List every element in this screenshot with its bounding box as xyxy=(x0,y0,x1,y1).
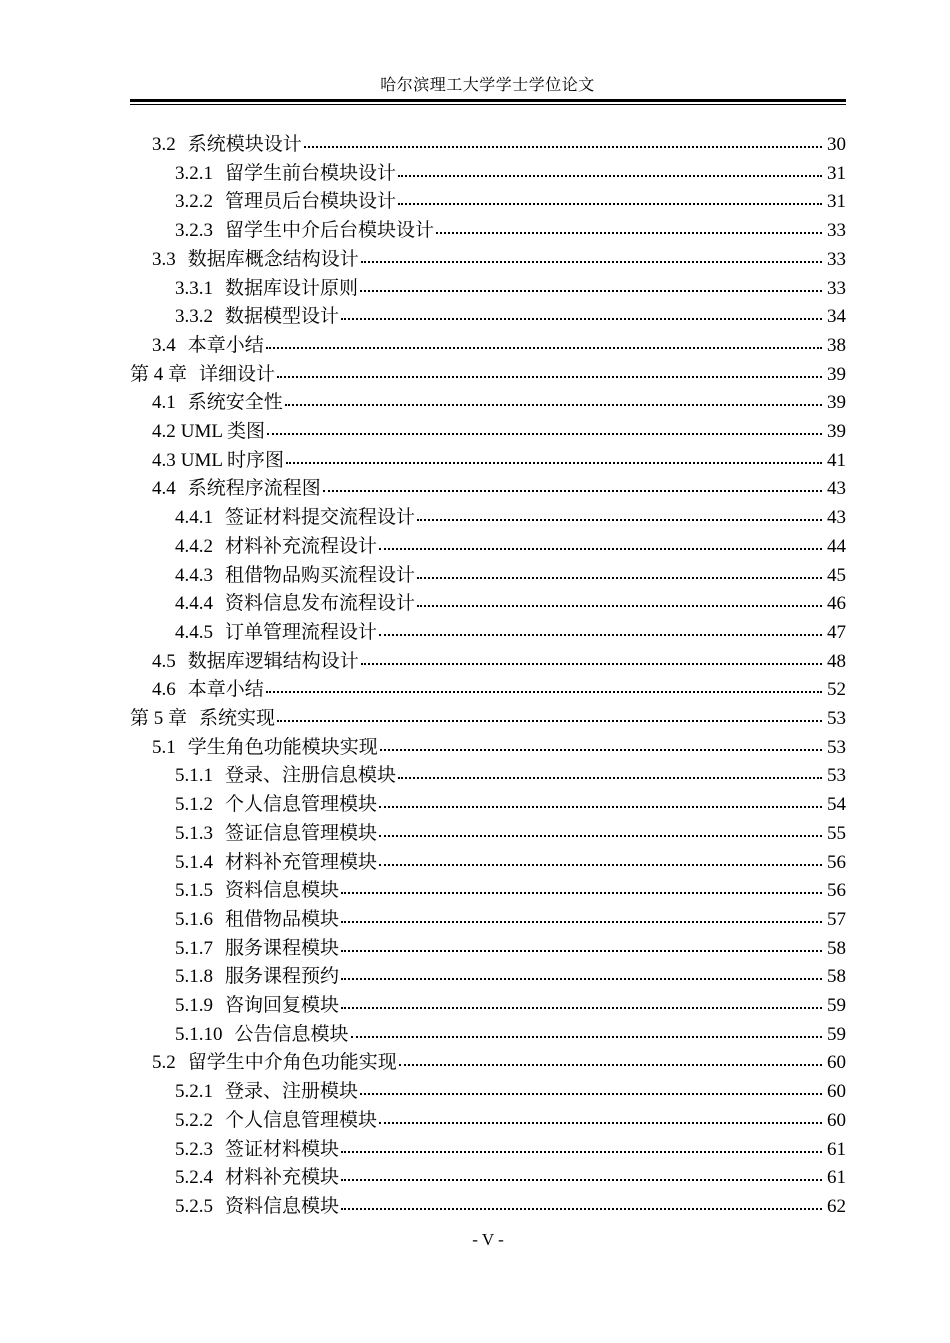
toc-entry-page: 55 xyxy=(827,822,846,844)
toc-entry-page: 52 xyxy=(827,679,846,701)
toc-entry[interactable] xyxy=(175,935,846,963)
toc-dot-leader xyxy=(341,892,822,894)
toc-entry-page: 46 xyxy=(827,593,846,615)
toc-dot-leader xyxy=(379,548,822,550)
toc-entry-number: 5.1.1 xyxy=(175,765,213,787)
toc-entry-page: 58 xyxy=(827,937,846,959)
toc-entry-title: 学生角色功能模块实现 xyxy=(187,736,378,758)
toc-entry-page: 60 xyxy=(827,1052,846,1074)
toc-entry-title: 系统程序流程图 xyxy=(187,478,321,500)
toc-entry-page: 57 xyxy=(827,908,846,930)
toc-dot-leader xyxy=(266,691,822,693)
toc-entry-number: 5.2.3 xyxy=(175,1138,213,1160)
toc-dot-leader xyxy=(341,921,822,923)
toc-entry-title: 详细设计 xyxy=(199,363,276,385)
toc-dot-leader xyxy=(304,146,822,148)
toc-entry-page: 41 xyxy=(827,449,846,471)
toc-dot-leader xyxy=(379,864,822,866)
toc-entry-number: 3.4 xyxy=(152,334,176,356)
toc-entry-page: 53 xyxy=(827,765,846,787)
toc-entry-number: 3.3.2 xyxy=(175,306,213,328)
toc-entry-title: 数据库逻辑结构设计 xyxy=(187,650,359,672)
toc-entry-number: 5.1.8 xyxy=(175,966,213,988)
toc-entry[interactable] xyxy=(130,361,846,389)
toc-entry-page: 61 xyxy=(827,1167,846,1189)
toc-entry-number: 5.1.3 xyxy=(175,822,213,844)
toc-entry-title: 公告信息模块 xyxy=(234,1023,349,1045)
toc-dot-leader xyxy=(379,1122,822,1124)
toc-entry[interactable] xyxy=(175,160,846,188)
page-header-title: 哈尔滨理工大学学士学位论文 xyxy=(380,77,595,94)
toc-entry[interactable] xyxy=(175,1078,846,1106)
toc-entry-title: 数据模型设计 xyxy=(225,306,340,328)
toc-entry-page: 38 xyxy=(827,334,846,356)
toc-entry-title: 登录、注册信息模块 xyxy=(225,765,397,787)
toc-dot-leader xyxy=(399,1064,822,1066)
toc-entry-page: 44 xyxy=(827,535,846,557)
toc-entry-title: 服务课程预约 xyxy=(225,966,340,988)
toc-dot-leader xyxy=(341,318,822,320)
toc-entry-title: 系统实现 xyxy=(199,708,276,729)
toc-entry-title: 资料信息模块 xyxy=(225,880,340,902)
toc-entry-number: 4.4.2 xyxy=(175,535,213,557)
toc-dot-leader xyxy=(398,777,822,779)
toc-entry-title: UML 时序图 xyxy=(180,449,285,471)
toc-dot-leader xyxy=(286,462,822,464)
toc-entry-page: 62 xyxy=(827,1195,846,1217)
toc-entry-number: 4.1 xyxy=(152,392,176,414)
toc-entry-number: 3.3.1 xyxy=(175,277,213,299)
toc-entry[interactable] xyxy=(175,820,846,848)
toc-entry-title: 数据库设计原则 xyxy=(225,277,359,299)
toc-entry[interactable] xyxy=(152,676,846,704)
toc-entry-number: 第 5 章 xyxy=(130,708,188,729)
toc-entry[interactable] xyxy=(175,590,846,618)
toc-dot-leader xyxy=(379,806,822,808)
toc-dot-leader xyxy=(323,490,822,492)
toc-entry-title: 资料信息模块 xyxy=(225,1195,340,1217)
toc-entry-page: 31 xyxy=(827,191,846,213)
toc-entry-title: 个人信息管理模块 xyxy=(225,794,378,816)
page-number: - V - xyxy=(472,1230,504,1249)
toc-dot-leader xyxy=(417,519,822,521)
toc-entry-number: 4.5 xyxy=(152,650,176,672)
toc-entry-page: 33 xyxy=(827,248,846,270)
toc-dot-leader xyxy=(360,290,822,292)
toc-entry-title: 资料信息发布流程设计 xyxy=(225,593,416,615)
toc-dot-leader xyxy=(341,1007,822,1009)
toc-entry-page: 53 xyxy=(827,708,846,729)
toc-entry[interactable] xyxy=(175,303,846,331)
toc-dot-leader xyxy=(361,663,822,665)
toc-entry-page: 53 xyxy=(827,736,846,758)
toc-entry-title: 订单管理流程设计 xyxy=(225,621,378,643)
toc-entry[interactable] xyxy=(152,418,846,446)
toc-entry-number: 4.4.5 xyxy=(175,621,213,643)
toc-dot-leader xyxy=(361,261,822,263)
toc-entry-number: 4.4.1 xyxy=(175,507,213,529)
toc-entry[interactable] xyxy=(175,1107,846,1135)
toc-entry[interactable] xyxy=(152,734,846,762)
toc-entry[interactable] xyxy=(175,791,846,819)
toc-entry[interactable] xyxy=(175,1021,846,1049)
toc-entry-title: 系统模块设计 xyxy=(187,134,302,155)
toc-entry-page: 61 xyxy=(827,1138,846,1160)
toc-entry-title: UML 类图 xyxy=(180,421,266,442)
toc-dot-leader xyxy=(341,1208,822,1210)
toc-entry-number: 5.1 xyxy=(152,736,176,758)
toc-entry-page: 56 xyxy=(827,880,846,902)
toc-dot-leader xyxy=(436,232,822,234)
toc-entry[interactable] xyxy=(175,877,846,905)
toc-entry-number: 3.2.3 xyxy=(175,220,213,242)
toc-entry-number: 4.4 xyxy=(152,478,176,500)
toc-dot-leader xyxy=(341,978,822,980)
toc-entry[interactable] xyxy=(175,1193,846,1221)
toc-entry-title: 服务课程模块 xyxy=(225,937,340,959)
toc-entry[interactable] xyxy=(152,1049,846,1077)
toc-entry-title: 签证信息管理模块 xyxy=(225,822,378,844)
toc-entry-page: 39 xyxy=(827,421,846,442)
toc-entry-page: 45 xyxy=(827,564,846,586)
toc-entry[interactable] xyxy=(175,963,846,991)
toc-entry-page: 54 xyxy=(827,794,846,816)
toc-dot-leader xyxy=(341,950,822,952)
toc-entry[interactable] xyxy=(152,475,846,503)
toc-entry-page: 60 xyxy=(827,1109,846,1131)
toc-entry-number: 4.2 xyxy=(152,421,176,442)
toc-entry-number: 5.1.7 xyxy=(175,937,213,959)
toc-entry-title: 材料补充模块 xyxy=(225,1167,340,1189)
toc-entry[interactable] xyxy=(175,1164,846,1192)
toc-entry-title: 数据库概念结构设计 xyxy=(187,248,359,270)
toc-entry[interactable] xyxy=(175,275,846,303)
toc-entry-title: 签证材料提交流程设计 xyxy=(225,507,416,529)
toc-dot-leader xyxy=(360,1093,822,1095)
toc-entry-title: 材料补充流程设计 xyxy=(225,535,378,557)
toc-entry-number: 5.1.2 xyxy=(175,794,213,816)
toc-entry-title: 个人信息管理模块 xyxy=(225,1109,378,1131)
toc-entry-number: 5.2.2 xyxy=(175,1109,213,1131)
toc-entry-number: 4.6 xyxy=(152,679,176,701)
toc-entry[interactable] xyxy=(175,849,846,877)
toc-dot-leader xyxy=(398,175,822,177)
toc-entry-page: 33 xyxy=(827,220,846,242)
toc-entry[interactable] xyxy=(175,992,846,1020)
header-rule-thin xyxy=(130,104,846,105)
toc-entry[interactable] xyxy=(175,533,846,561)
toc-entry-number: 5.1.6 xyxy=(175,908,213,930)
toc-entry-number: 3.3 xyxy=(152,248,176,270)
toc-entry[interactable] xyxy=(175,504,846,532)
toc-entry-page: 30 xyxy=(827,134,846,155)
toc-entry-page: 47 xyxy=(827,621,846,643)
toc-dot-leader xyxy=(417,577,822,579)
toc-entry[interactable] xyxy=(175,1136,846,1164)
toc-entry-title: 租借物品模块 xyxy=(225,908,340,930)
toc-entry-number: 5.1.10 xyxy=(175,1023,223,1045)
toc-entry-title: 系统安全性 xyxy=(187,392,283,414)
toc-entry-page: 34 xyxy=(827,306,846,328)
toc-entry-number: 5.2.4 xyxy=(175,1167,213,1189)
toc-entry-title: 管理员后台模块设计 xyxy=(225,191,397,213)
toc-entry-title: 本章小结 xyxy=(187,334,264,356)
toc-entry-title: 登录、注册模块 xyxy=(225,1081,359,1103)
toc-entry[interactable] xyxy=(175,619,846,647)
toc-entry[interactable] xyxy=(152,389,846,417)
toc-entry[interactable] xyxy=(175,762,846,790)
toc-entry-number: 3.2.1 xyxy=(175,162,213,184)
toc-dot-leader xyxy=(267,433,822,435)
toc-entry-title: 咨询回复模块 xyxy=(225,995,340,1016)
toc-entry-page: 39 xyxy=(827,363,846,385)
toc-entry[interactable] xyxy=(130,705,846,733)
toc-entry-page: 56 xyxy=(827,851,846,873)
toc-entry[interactable] xyxy=(175,906,846,934)
toc-entry-page: 60 xyxy=(827,1081,846,1103)
toc-dot-leader xyxy=(379,634,822,636)
toc-dot-leader xyxy=(277,720,822,722)
toc-entry-page: 43 xyxy=(827,478,846,500)
toc-entry-number: 3.2.2 xyxy=(175,191,213,213)
toc-entry-number: 5.2.1 xyxy=(175,1081,213,1103)
toc-dot-leader xyxy=(341,1179,822,1181)
toc-dot-leader xyxy=(417,605,822,607)
toc-entry-page: 43 xyxy=(827,507,846,529)
toc-entry-page: 31 xyxy=(827,162,846,184)
toc-entry[interactable] xyxy=(152,131,846,159)
toc-entry[interactable] xyxy=(175,217,846,245)
toc-entry-number: 4.3 xyxy=(152,449,176,471)
toc-entry[interactable] xyxy=(175,562,846,590)
toc-entry-number: 5.1.4 xyxy=(175,851,213,873)
toc-entry-title: 留学生前台模块设计 xyxy=(225,162,397,184)
toc-entry-title: 材料补充管理模块 xyxy=(225,851,378,873)
toc-entry-page: 39 xyxy=(827,392,846,414)
toc-entry-title: 本章小结 xyxy=(187,679,264,701)
toc-dot-leader xyxy=(285,404,822,406)
toc-entry-page: 59 xyxy=(827,995,846,1016)
toc-dot-leader xyxy=(398,203,822,205)
toc-dot-leader xyxy=(266,347,822,349)
toc-entry[interactable] xyxy=(152,332,846,360)
toc-entry[interactable] xyxy=(175,188,846,216)
toc-entry-title: 留学生中介后台模块设计 xyxy=(225,220,435,242)
toc-entry[interactable] xyxy=(152,246,846,274)
toc-dot-leader xyxy=(341,1151,822,1153)
toc-entry-page: 58 xyxy=(827,966,846,988)
toc-entry-page: 33 xyxy=(827,277,846,299)
toc-entry-page: 48 xyxy=(827,650,846,672)
toc-dot-leader xyxy=(351,1036,822,1038)
toc-entry-title: 租借物品购买流程设计 xyxy=(225,564,416,586)
toc-dot-leader xyxy=(380,749,822,751)
toc-dot-leader xyxy=(379,835,822,837)
toc-entry-number: 4.4.3 xyxy=(175,564,213,586)
toc-entry-number: 5.2.5 xyxy=(175,1195,213,1217)
toc-entry-number: 第 4 章 xyxy=(130,363,188,385)
toc-entry[interactable] xyxy=(152,447,846,475)
toc-entry-number: 5.2 xyxy=(152,1052,176,1074)
toc-entry-page: 59 xyxy=(827,1023,846,1045)
header-rule-thick xyxy=(130,99,846,102)
toc-entry-number: 4.4.4 xyxy=(175,593,213,615)
toc-entry-number: 3.2 xyxy=(152,134,176,155)
toc-entry-number: 5.1.9 xyxy=(175,995,213,1016)
toc-dot-leader xyxy=(277,376,822,378)
toc-entry[interactable] xyxy=(152,648,846,676)
toc-entry-number: 5.1.5 xyxy=(175,880,213,902)
toc-entry-title: 签证材料模块 xyxy=(225,1138,340,1160)
toc-entry-title: 留学生中介角色功能实现 xyxy=(187,1052,397,1074)
